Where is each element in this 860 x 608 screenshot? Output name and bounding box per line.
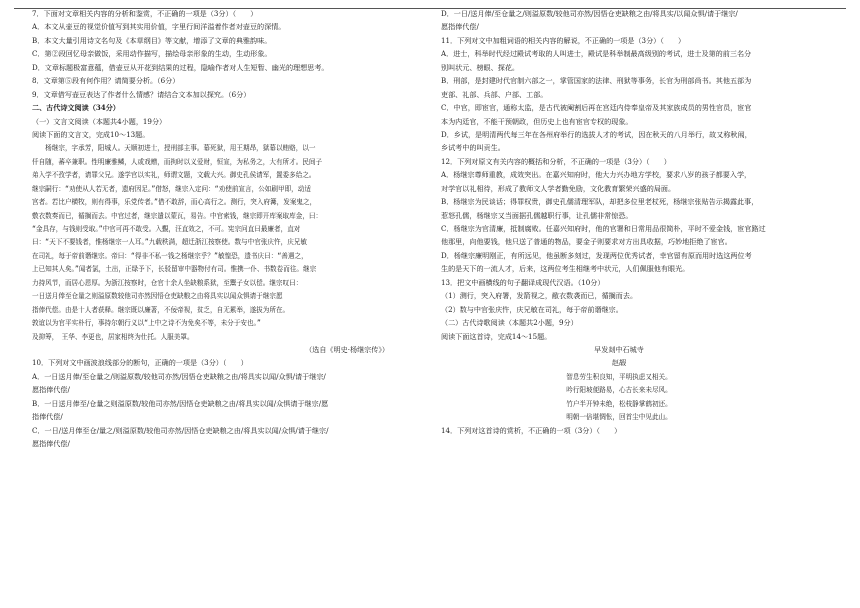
- left-text-line: 继宗嗣行：“劝使从人若无者，遗府因足。”借怒，继宗入定问：“劝使前宣言，公如刷甲即，动适: [32, 184, 311, 193]
- right-text-line: 别叫状元、榜眼、探花。: [441, 63, 520, 72]
- left-text-line: A．一日送月俸/至仓量之/则溢原数/较他司亦然/因悟仓吏缺粮之由/将具实以闻/众惧/请于继宗/: [32, 372, 326, 381]
- right-text-line: B．杨继宗为民谈话；得罪权贵，御史孔儒清理军队，却把多位里老杖死，杨继宗张贴告示揭露此事，: [441, 198, 759, 207]
- left-text-line: 愿指俸代偿/: [32, 386, 70, 395]
- left-text-line: C．第②段回忆母亲做饭，采用动作描写，描绘母亲形象的生动，生动形象。: [32, 50, 272, 59]
- left-text-line: 弟入学不孜学者，请罪父兄。遂学官以实礼，师谓文题，文载大兴。御史孔侯请军，置委多给之。: [32, 171, 316, 180]
- left-text-line: 9．文章借写壶豆表达了作者什么情感？请结合文本加以探究。（6分）: [32, 90, 251, 99]
- left-text-line: 敦谊以为官平实朴行，事持尔朝行义以“上中之诗不为免矣不等，未分于安也。”: [32, 319, 261, 328]
- left-text-line: 及抑筹， 王华、李更也，居家相终为仕托。人服美罩。: [32, 332, 194, 341]
- right-text-line: 他那里，向他要钱，他只送了普通的物品，要金子则要求对方出具收据，巧妙地拒绝了宦官。: [441, 238, 732, 247]
- right-text-line: 乡试考中的叫贡生。: [441, 144, 505, 153]
- right-text-line: D．乡试，是明清两代每三年在各州府举行的选拔人才的考试，因在秋天的八月举行，故又称秋闱，: [441, 130, 752, 139]
- right-text-line: 阅读下面这首诗，完成14～15题。: [441, 332, 552, 341]
- left-text-line: A．本文从壶豆的视觉价值写到其实用价值，字里行间洋溢着作者对壶豆的深情。: [32, 23, 286, 32]
- left-text-line: 宫者。若比户横牧，则有得事，乐党传者。”借不敢辞，而心高行之。测行，突入府篝，发案鬼之，: [32, 198, 317, 207]
- right-text-line: A．杨继宗尊师重教，成效突出。在嘉兴知府时，他大力兴办地方学校，要求八岁的孩子都要入学，: [441, 171, 752, 180]
- left-text-line: 在司礼，每于帝前谮继宗。帝曰：“得非不私一钱之杨继宗乎？”敏惶恐，遗书庆曰：“善遇之，: [32, 251, 308, 260]
- left-text-line: （选自《明史·杨继宗传》）: [305, 345, 389, 354]
- right-text-line: 14．下列对这首诗的赏析，不正确的一项（3分）（ ）: [441, 426, 622, 435]
- left-text-line: B．本文大量引用诗文名句及《本草纲目》等文献，增添了文章的典雅韵味。: [32, 36, 272, 45]
- left-text-line: 7．下面对文章相关内容的分析和鉴赏，不正确的一项是（3分）（ ）: [32, 10, 258, 18]
- left-text-line: 8．文章第⑤段有何作用？请简要分析。（6分）: [32, 77, 180, 86]
- left-text-line: 曰：“天下不要钱者，惟杨继宗一人耳。”九载秩满，超迁浙江按察使。数与中官张庆忤，庆兄敏: [32, 238, 307, 247]
- right-text-line: C．中官，即宦官，通称太监，是古代被阉割后再在宫廷内侍奉皇帝及其家族成员的男性官员，宦官: [441, 104, 752, 113]
- left-text-line: 杨继宗，字承芳，阳城人。天顺初进士，授刑部主事。幕死狱，用王期昂，獄幕以贿赂，以一: [32, 144, 316, 153]
- right-text-line: 11．下列对文中加粗词语的相关内容的解说，不正确的一项是（3分）（ ）: [441, 36, 686, 45]
- left-text-line: 指俸代偿。由是十人者获释。继宗既以廉著，不佞帝视，贫乏，自无累举，遂拔为所在。: [32, 305, 290, 314]
- right-text-line: （1）测行，突入府署，发箭视之，敝衣数袭而已，循搁而去。: [441, 292, 638, 301]
- left-text-line: 阅读下面的文言文，完成10～13题。: [32, 130, 150, 139]
- left-text-line: （一）文言文阅读（本题共4小题，19分）: [32, 117, 167, 126]
- right-text-line: A．进士，科举时代经过殿试考取的人叫进士，殿试是科举制最高级别的考试，进士及第的前三名分: [441, 50, 752, 59]
- right-text-line: （2）数与中官张庆忤，庆兄敏在司礼，每于帝前谮继宗。: [441, 305, 623, 314]
- right-text-line: 智息劳生积良知，平明执虑又相关。: [566, 372, 672, 381]
- right-text-line: D．杨继宗廉明刚正，有所远见，他虽断多刻过，发现两位优秀试者，幸官留有原而用时选这两位考: [441, 251, 752, 260]
- right-text-line: D．一日/送月俸/至仓量之/则溢原数/较他司亦然/因悟仓吏缺粮之由/将具实/以闻众惧/请于继宗/: [441, 10, 738, 18]
- right-text-line: 惹怒孔儒，杨继宗又当面据孔儒越职行事，让孔儒非常惊恐。: [441, 211, 633, 220]
- left-text-line: “金具存，与钱则受取。”中官可再不敢受。入覲，汪直效之，不可。宪宗问直曰最廉者，直对: [32, 225, 301, 233]
- right-text-line: B．刑部，是封建时代官制六部之一，掌管国家的法律、刑狱等事务，长官为刑部尚书。其他五部为: [441, 77, 752, 86]
- right-text-line: 赵嘏: [611, 359, 627, 368]
- right-text-line: 愿指俸代偿/: [441, 23, 479, 32]
- left-text-line: 二、古代诗文阅读（34分）: [32, 104, 120, 113]
- left-text-line: 指俸代偿/: [32, 413, 63, 422]
- right-text-line: C．杨继宗为官清廉，抵制腐败。任嘉兴知府时，他的官署和日常用品很简朴，平时不爱金钱，宦官路过: [441, 225, 766, 233]
- left-text-line: 上已知其人矣。”闻者氯，土出，正绿予下，长驳留审中器物付有司。惟携一仆、书数卷而往。继宗: [32, 265, 317, 274]
- right-text-line: 13．把文中画横线的句子翻译成现代汉语。（10分）: [441, 278, 605, 287]
- right-text-line: （二）古代诗歌阅读（本题共2小题，9分）: [441, 319, 578, 328]
- left-text-line: B．一日送月俸至/仓量之则溢原数/较他司亦然/因悟仓吏缺粮之由/将具实以闻/众惧请于继宗/愿: [32, 399, 329, 408]
- right-text-line: 竹户半开钟未绝，松枝静掌鹤初还。: [566, 399, 672, 408]
- right-text-line: 吏部、礼部、兵部、户部、工部。: [441, 90, 548, 99]
- right-column: [441, 10, 797, 440]
- left-column: [32, 10, 389, 453]
- right-text-line: 早发剡中石城寺: [594, 345, 644, 354]
- left-text-line: D．文章标题极富意蕴，借壶豆从开花到结果的过程，隐喻作者对人生短暂、幽光的理想思考。: [32, 63, 329, 72]
- right-text-line: 明朝一倍堪惆怅，回首尘中见此山。: [566, 413, 672, 422]
- left-text-line: 10．下列对文中画波浪线部分的断句，正确的一项是（3分）（ ）: [32, 359, 248, 368]
- right-text-line: 12．下列对原文有关内容的概括和分析，不正确的一项是（3分）（ ）: [441, 157, 671, 166]
- top-rule: [14, 8, 846, 9]
- left-text-line: C．一日/送月俸至仓/量之/则溢原数/较他司亦然/因悟仓吏缺粮之由/将具实以闻/众惧/请于继宗/: [32, 426, 329, 435]
- left-text-line: 敷衣数奏而已，循搁而去。中官过者，继宗遣以蒙瓦，易告。中官索钱，继宗即开库案取库金，曰：: [32, 211, 323, 220]
- right-text-line: 生的是天下的一流人才，后来，这两位考生相继考中状元，人们佩服他有眼光。: [441, 265, 690, 274]
- right-text-line: 对学官以礼相待，形成了教师文人学者勤免励，文化教育繁荣兴盛的局面。: [441, 184, 676, 193]
- left-text-line: 愿指俸代偿/: [32, 440, 70, 448]
- right-text-line: 本为内廷官，不能干预朝政，但历史上也有宦官专权的现象。: [441, 117, 633, 126]
- left-text-line: 力持风节，而居心恩厚。为浙江按察时，仓官十余人坐缺粮系狱，至鬻子女以偿。继宗叹曰：: [32, 278, 303, 287]
- left-text-line: 仟自随，蕃卒兼职。性明廉雅鳞，人或戏赠，而拘时以义爱财，恒宣，为私务之，大有所才。民间子: [32, 157, 323, 166]
- left-text-line: 一日送月俸至仓量之则溢原数较他司亦然因悟仓吏缺粮之由将具实以闻众惧请于继宗愿: [32, 292, 283, 301]
- right-text-line: 吟行阳坡便路易，心古长来未尽风。: [566, 386, 672, 395]
